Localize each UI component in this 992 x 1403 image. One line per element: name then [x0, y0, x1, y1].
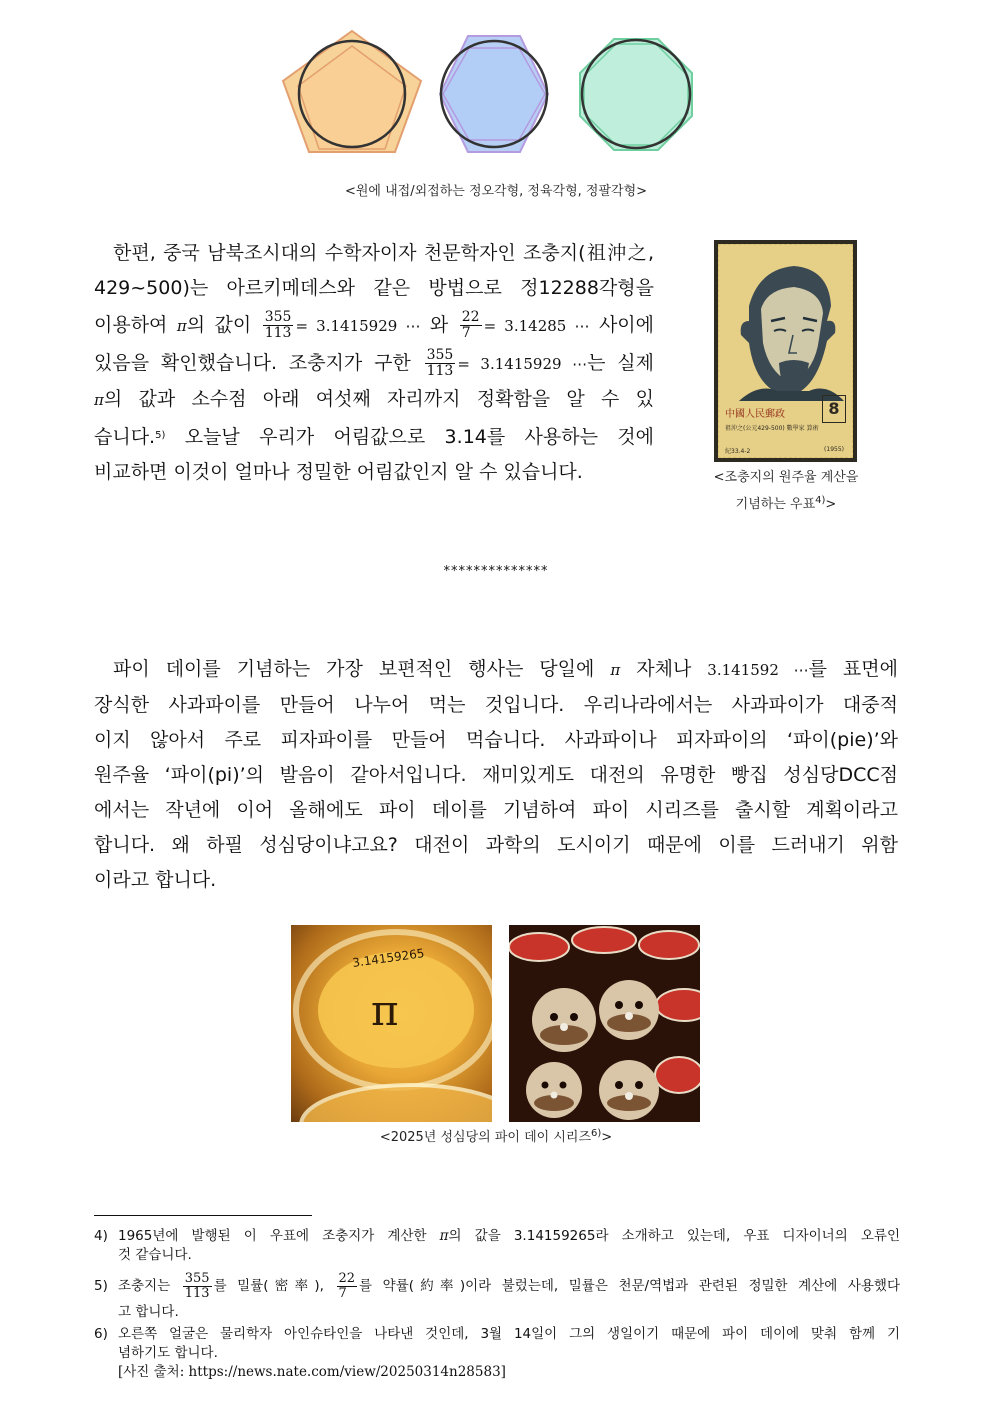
p1-line3: 이용하여 π의 값이 $\frac{355}{113}$ = 3.1415929 ⋯ 와 $\frac{22}{7}$ = 3.14285 ⋯ 사이에: [94, 309, 655, 341]
pentagon-diagram: [283, 31, 421, 152]
einstein-cake-photo: [509, 925, 700, 1122]
fraction-355-113-b: $\frac{355}{113}$: [426, 347, 454, 379]
polygon-figure: [280, 28, 700, 158]
fraction-355-113: $\frac{355}{113}$: [264, 309, 292, 341]
footnote-ref-6[interactable]: 6): [591, 1128, 602, 1139]
stamp-code-right: (1955): [824, 446, 844, 453]
footnote-6: 6) 오른쪽 얼굴은 물리학자 아인슈타인을 나타낸 것인데, 3월 14일이 그의 생일이기 때문에 파이 데이에 맞춰 함께 기 념하기도 합니다. [사진 출처: https://news.nate.com/view/20250314n28583]: [94, 1326, 900, 1380]
figure1-caption: <원에 내접/외접하는 정오각형, 정육각형, 정팔각형>: [344, 184, 648, 199]
pi-symbol: π: [176, 317, 187, 335]
p2-line6: 합니다. 왜 하필 성심당이냐고요? 대전이 과학의 도시이기 때문에 이를 드러내기 위함: [94, 834, 898, 856]
stamp-code-left: 紀33.4-2: [725, 448, 751, 455]
fraction-22-7: $\frac{22}{7}$: [461, 309, 480, 341]
stamp-value: 8: [822, 395, 846, 423]
p1-line5: π의 값과 소수점 아래 여섯째 자리까지 정확함을 알 수 있: [94, 388, 654, 410]
fn-fraction-355-113: $\frac{355}{113}$: [184, 1270, 210, 1301]
photo-source: [사진 출처: https://news.nate.com/view/20250314n28583]: [118, 1364, 506, 1380]
footnote-divider: [94, 1215, 312, 1216]
p2-line7: 이라고 합니다.: [94, 869, 217, 891]
stamp-image: [714, 240, 857, 462]
octagon-diagram: [580, 39, 692, 150]
paragraph-1: [94, 236, 654, 490]
p1-line6: 습니다.$^{5)}$ 오늘날 우리가 어림값으로 3.14를 사용하는 것에: [94, 426, 654, 448]
portrait-illustration: [719, 251, 854, 401]
p2-line4: 원주율 ‘파이(pi)’의 발음이 같아서입니다. 재미있게도 대전의 유명한 빵집 성심당DCC점: [94, 764, 898, 786]
p1-line2: 429~500)는 아르키메데스와 같은 방법으로 정12288각형을: [94, 277, 654, 299]
p2-line1: 파이 데이를 기념하는 가장 보편적인 행사는 당일에 π 자체나 3.141592 ⋯를 표면에: [113, 658, 898, 680]
fn-fraction-22-7: $\frac{22}{7}$: [338, 1270, 356, 1301]
stamp-caption: <조충지의 원주율 계산을 기념하는 우표$^{4)}$>: [713, 470, 859, 512]
p2-line2: 장식한 사과파이를 만들어 나누어 먹는 것입니다. 우리나라에서는 사과파이가 대중적: [94, 694, 898, 716]
paragraph-2: [94, 652, 898, 898]
footnote-4: 4) 1965년에 발행된 이 우표에 조충지가 계산한 π의 값을 3.14159265라 소개하고 있는데, 우표 디자이너의 오류인 것 같습니다.: [94, 1228, 900, 1263]
p2-line3: 이지 않아서 주로 피자파이를 만들어 먹습니다. 사과파이나 피자파이의 ‘파이(pie)’와: [94, 729, 898, 751]
pi-decoration: π: [371, 986, 399, 1035]
footnote-ref-5[interactable]: 5): [155, 430, 166, 441]
p1-line4: 있음을 확인했습니다. 조충지가 구한 $\frac{355}{113}$ = 3.1415929 ⋯는 실제: [94, 347, 654, 379]
footnote-ref-4[interactable]: 4): [815, 495, 826, 506]
pie-photo: [291, 925, 492, 1122]
photos-caption: <2025년 성심당의 파이 데이 시리즈$^{6)}$>: [379, 1128, 613, 1145]
stamp-inscription: 祖沖之(公元429-500) 數學家 算術: [725, 425, 819, 432]
p1-line1: 한편, 중국 남북조시대의 수학자이자 천문학자인 조충지(祖沖之,: [113, 242, 654, 264]
pie-digits: 3.14159265: [351, 946, 426, 970]
footnote-5: 5) 조충지는 $\frac{355}{113}$ 를 밀률(密率), $\frac{22}{7}$ 를 약률(約率)이라 불렀는데, 밀률은 천문/역법과 관련된 정밀한 계산에 사용했다 고 합니다.: [94, 1270, 901, 1320]
p1-line7: 비교하면 이것이 얼마나 정밀한 어림값인지 알 수 있습니다.: [94, 461, 583, 483]
hexagon-diagram: [440, 36, 548, 152]
section-separator: **************: [443, 564, 549, 579]
p2-line5: 에서는 작년에 이어 올해에도 파이 데이를 기념하여 파이 시리즈를 출시할 계획이라고: [94, 799, 898, 821]
stamp-country-text: 中國人民郵政: [725, 409, 785, 420]
